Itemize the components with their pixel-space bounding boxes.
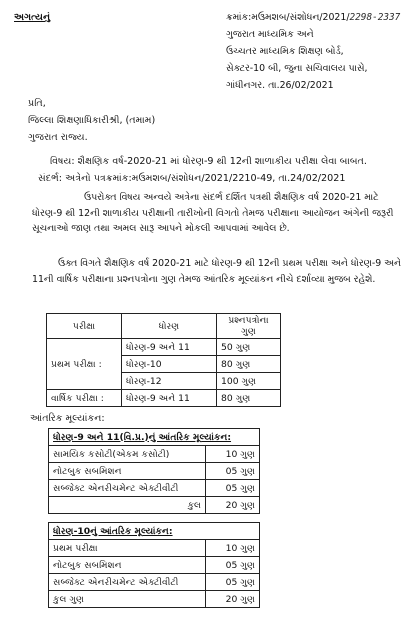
column-header-exam: પરીક્ષા xyxy=(47,314,122,339)
table-row xyxy=(49,574,260,591)
component-cell: કુલ ગુણ xyxy=(49,591,206,608)
total-label: કુલ xyxy=(49,497,206,514)
marks-cell: 10 ગુણ xyxy=(206,446,260,463)
standard-cell: ધોરણ-12 xyxy=(122,373,217,390)
marks-cell: 50 ગુણ xyxy=(217,339,281,356)
table-row xyxy=(47,390,281,407)
table-header-row xyxy=(47,314,281,339)
table-row xyxy=(47,339,281,356)
table-title: ધોરણ-9 અને 11(વિ.પ્ર.)નું આંતરિક મૂલ્યાંકન: xyxy=(49,429,260,446)
marks-cell: 05 ગુણ xyxy=(206,463,260,480)
first-exam-label: પ્રથમ પરીક્ષા : xyxy=(47,339,122,390)
table-title-row xyxy=(49,523,260,540)
marks-cell: 80 ગુણ xyxy=(217,390,281,407)
component-cell: સબ્જેક્ટ એનરીચમેન્ટ એક્ટીવીટી xyxy=(49,574,206,591)
internal-assessment-label: આંતરિક મૂલ્યાંકન: xyxy=(30,413,105,424)
paragraph-2: ઉક્ત વિગતે શૈક્ષણિક વર્ષ 2020-21 માટે ધોરણ-9 થી 12ની પ્રથમ પરીક્ષા અને ધોરણ-9 અને 11ની વાર્ષિક પરીક્ષાના પ્રશ્નપત્રોના ગુણ તેમજ આંતરિક મૂલ્યાંકન નીચે દર્શાવ્યા મુજબ રહેશે. xyxy=(32,258,402,285)
reference-handwritten: 2298-2337 xyxy=(349,12,401,23)
table-row xyxy=(49,446,260,463)
marks-cell: 05 ગુણ xyxy=(206,480,260,497)
std-9-11-internal-table xyxy=(48,428,260,514)
standard-cell: ધોરણ-9 અને 11 xyxy=(122,390,217,407)
board-name-line2: ઉચ્ચતર માધ્યમિક શિક્ષણ બોર્ડ, xyxy=(226,46,344,57)
marks-cell: 10 ગુણ xyxy=(206,540,260,557)
exam-marks-table xyxy=(46,313,281,407)
marks-cell: 20 ગુણ xyxy=(206,591,260,608)
table-total-row xyxy=(49,497,260,514)
addressee-state: ગુજરાત રાજ્ય. xyxy=(28,132,88,143)
addressee-prati: પ્રતિ, xyxy=(28,98,46,109)
component-cell: નોટબુક સબમિશન xyxy=(49,557,206,574)
marks-cell: 05 ગુણ xyxy=(206,574,260,591)
reference-number xyxy=(226,12,400,23)
component-cell: પ્રથમ પરીક્ષા xyxy=(49,540,206,557)
marks-cell: 100 ગુણ xyxy=(217,373,281,390)
column-header-marks: પ્રશ્નપત્રોના ગુણ xyxy=(217,314,281,339)
board-city-date: ગાંધીનગર. તા.26/02/2021 xyxy=(226,80,334,91)
paragraph-1: ઉપરોક્ત વિષય અન્વયે અત્રેના સંદર્ભ દર્શિત પત્રથી શૈક્ષણિક વર્ષ 2020-21 માટે ધોરણ-9 થી 12ની શાળાકીય પરીક્ષાની તારીખોની વિગતો તેમજ પરીક્ષાના આયોજન અંગેની જરૂરી સૂચનાઓ જાણ તથા અમલ સારૂ આપને મોકલી આપવામાં આવેલ છે. xyxy=(32,192,394,234)
component-cell: સામયિક કસોટી(એકમ કસોટી) xyxy=(49,446,206,463)
table-row xyxy=(49,591,260,608)
marks-cell: 80 ગુણ xyxy=(217,356,281,373)
table-title: ધોરણ-10નું આંતરિક મૂલ્યાંકન: xyxy=(49,523,260,540)
std-10-internal-table xyxy=(48,522,260,608)
table-row xyxy=(49,463,260,480)
board-address: સેક્ટર-10 બી, જુના સચિવાલય પાસે, xyxy=(226,63,368,74)
standard-cell: ધોરણ-10 xyxy=(122,356,217,373)
table-title-row xyxy=(49,429,260,446)
board-name-line1: ગુજરાત માધ્યમિક અને xyxy=(226,29,314,40)
table-row xyxy=(49,480,260,497)
addressee-officer: જિલ્લા શિક્ષણાધિકારીશ્રી, (તમામ) xyxy=(28,115,156,126)
annual-exam-label: વાર્ષિક પરીક્ષા : xyxy=(47,390,122,407)
reference-line: સંદર્ભ: અત્રેનો પત્રક્રમાંક:મઉમશબ/સંશોધન/2021/2210-49, તા.24/02/2021 xyxy=(38,173,346,184)
subject-line: વિષય: શૈક્ષણિક વર્ષ-2020-21 માં ધોરણ-9 થી 12ની શાળાકીય પરીક્ષા લેવા બાબત. xyxy=(50,156,367,167)
component-cell: સબ્જેક્ટ એનરીચમેન્ટ એક્ટીવીટી xyxy=(49,480,206,497)
marks-cell: 05 ગુણ xyxy=(206,557,260,574)
reference-printed: ક્રમાંક:મઉમશબ/સંશોધન/2021/ xyxy=(226,12,350,23)
urgent-label: અગત્યનું xyxy=(14,12,51,23)
total-marks: 20 ગુણ xyxy=(206,497,260,514)
column-header-standard: ધોરણ xyxy=(122,314,217,339)
table-row xyxy=(49,540,260,557)
component-cell: નોટબુક સબમિશન xyxy=(49,463,206,480)
table-row xyxy=(49,557,260,574)
standard-cell: ધોરણ-9 અને 11 xyxy=(122,339,217,356)
